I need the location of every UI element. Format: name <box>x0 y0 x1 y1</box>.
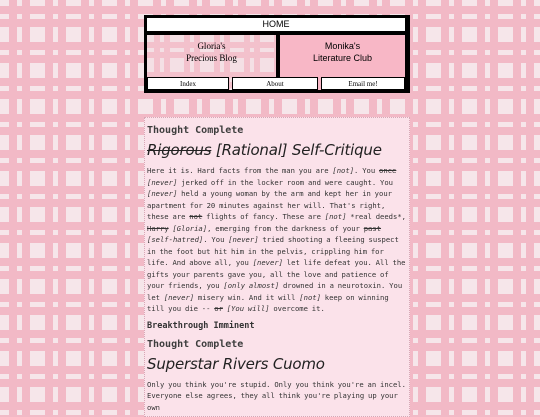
post2-title: Superstar Rivers Cuomo <box>147 354 325 373</box>
nav-link-index[interactable]: Index <box>147 77 229 90</box>
main-content <box>144 117 410 417</box>
site-nav <box>144 15 410 93</box>
post-body: Here it is. Hard facts from the man you are [not]. You once [never] jerked off in the locker room and were caught. You [never] held a young woman by the arm and kept her in your apartment for 20 minutes against her will. That's right, these are not flights of fancy. These are [not] *real deeds*, Harry [Gloria], emerging from the darkness of your past [self-hatred]. You [never] tried shooting a fleeing suspect in the foot but hit him in the pelvis, crippling him for life. And above all, you [never] let life defeat you. All the gifts your parents gave you, all the love and patience of your friends, you [only almost] drowned in a neurotoxin. You let [never] misery win. And it will [not] keep on winning till you die -- or [You will] overcome it. <box>147 166 406 313</box>
post-title-rest: [Rational] Self-Critique <box>211 141 382 159</box>
club-title: Monika's Literature Club <box>312 41 373 63</box>
post2-kicker: Thought Complete <box>147 338 244 350</box>
post-kicker: Thought Complete <box>147 125 244 136</box>
blog-title: Gloria's Precious Blog <box>186 41 237 63</box>
post2-body: Only you think you're stupid. Only you think you're an incel. Everyone else agrees, they all think you're playing up your own <box>147 379 406 412</box>
home-link[interactable]: HOME <box>147 18 405 31</box>
nav-link-about[interactable]: About <box>232 77 318 90</box>
post-footer: Breakthrough Imminent <box>147 320 255 331</box>
post-title <box>147 141 407 159</box>
post-title-struck: Rigorous <box>147 141 212 159</box>
nav-link-email[interactable]: Email me! <box>321 77 405 90</box>
